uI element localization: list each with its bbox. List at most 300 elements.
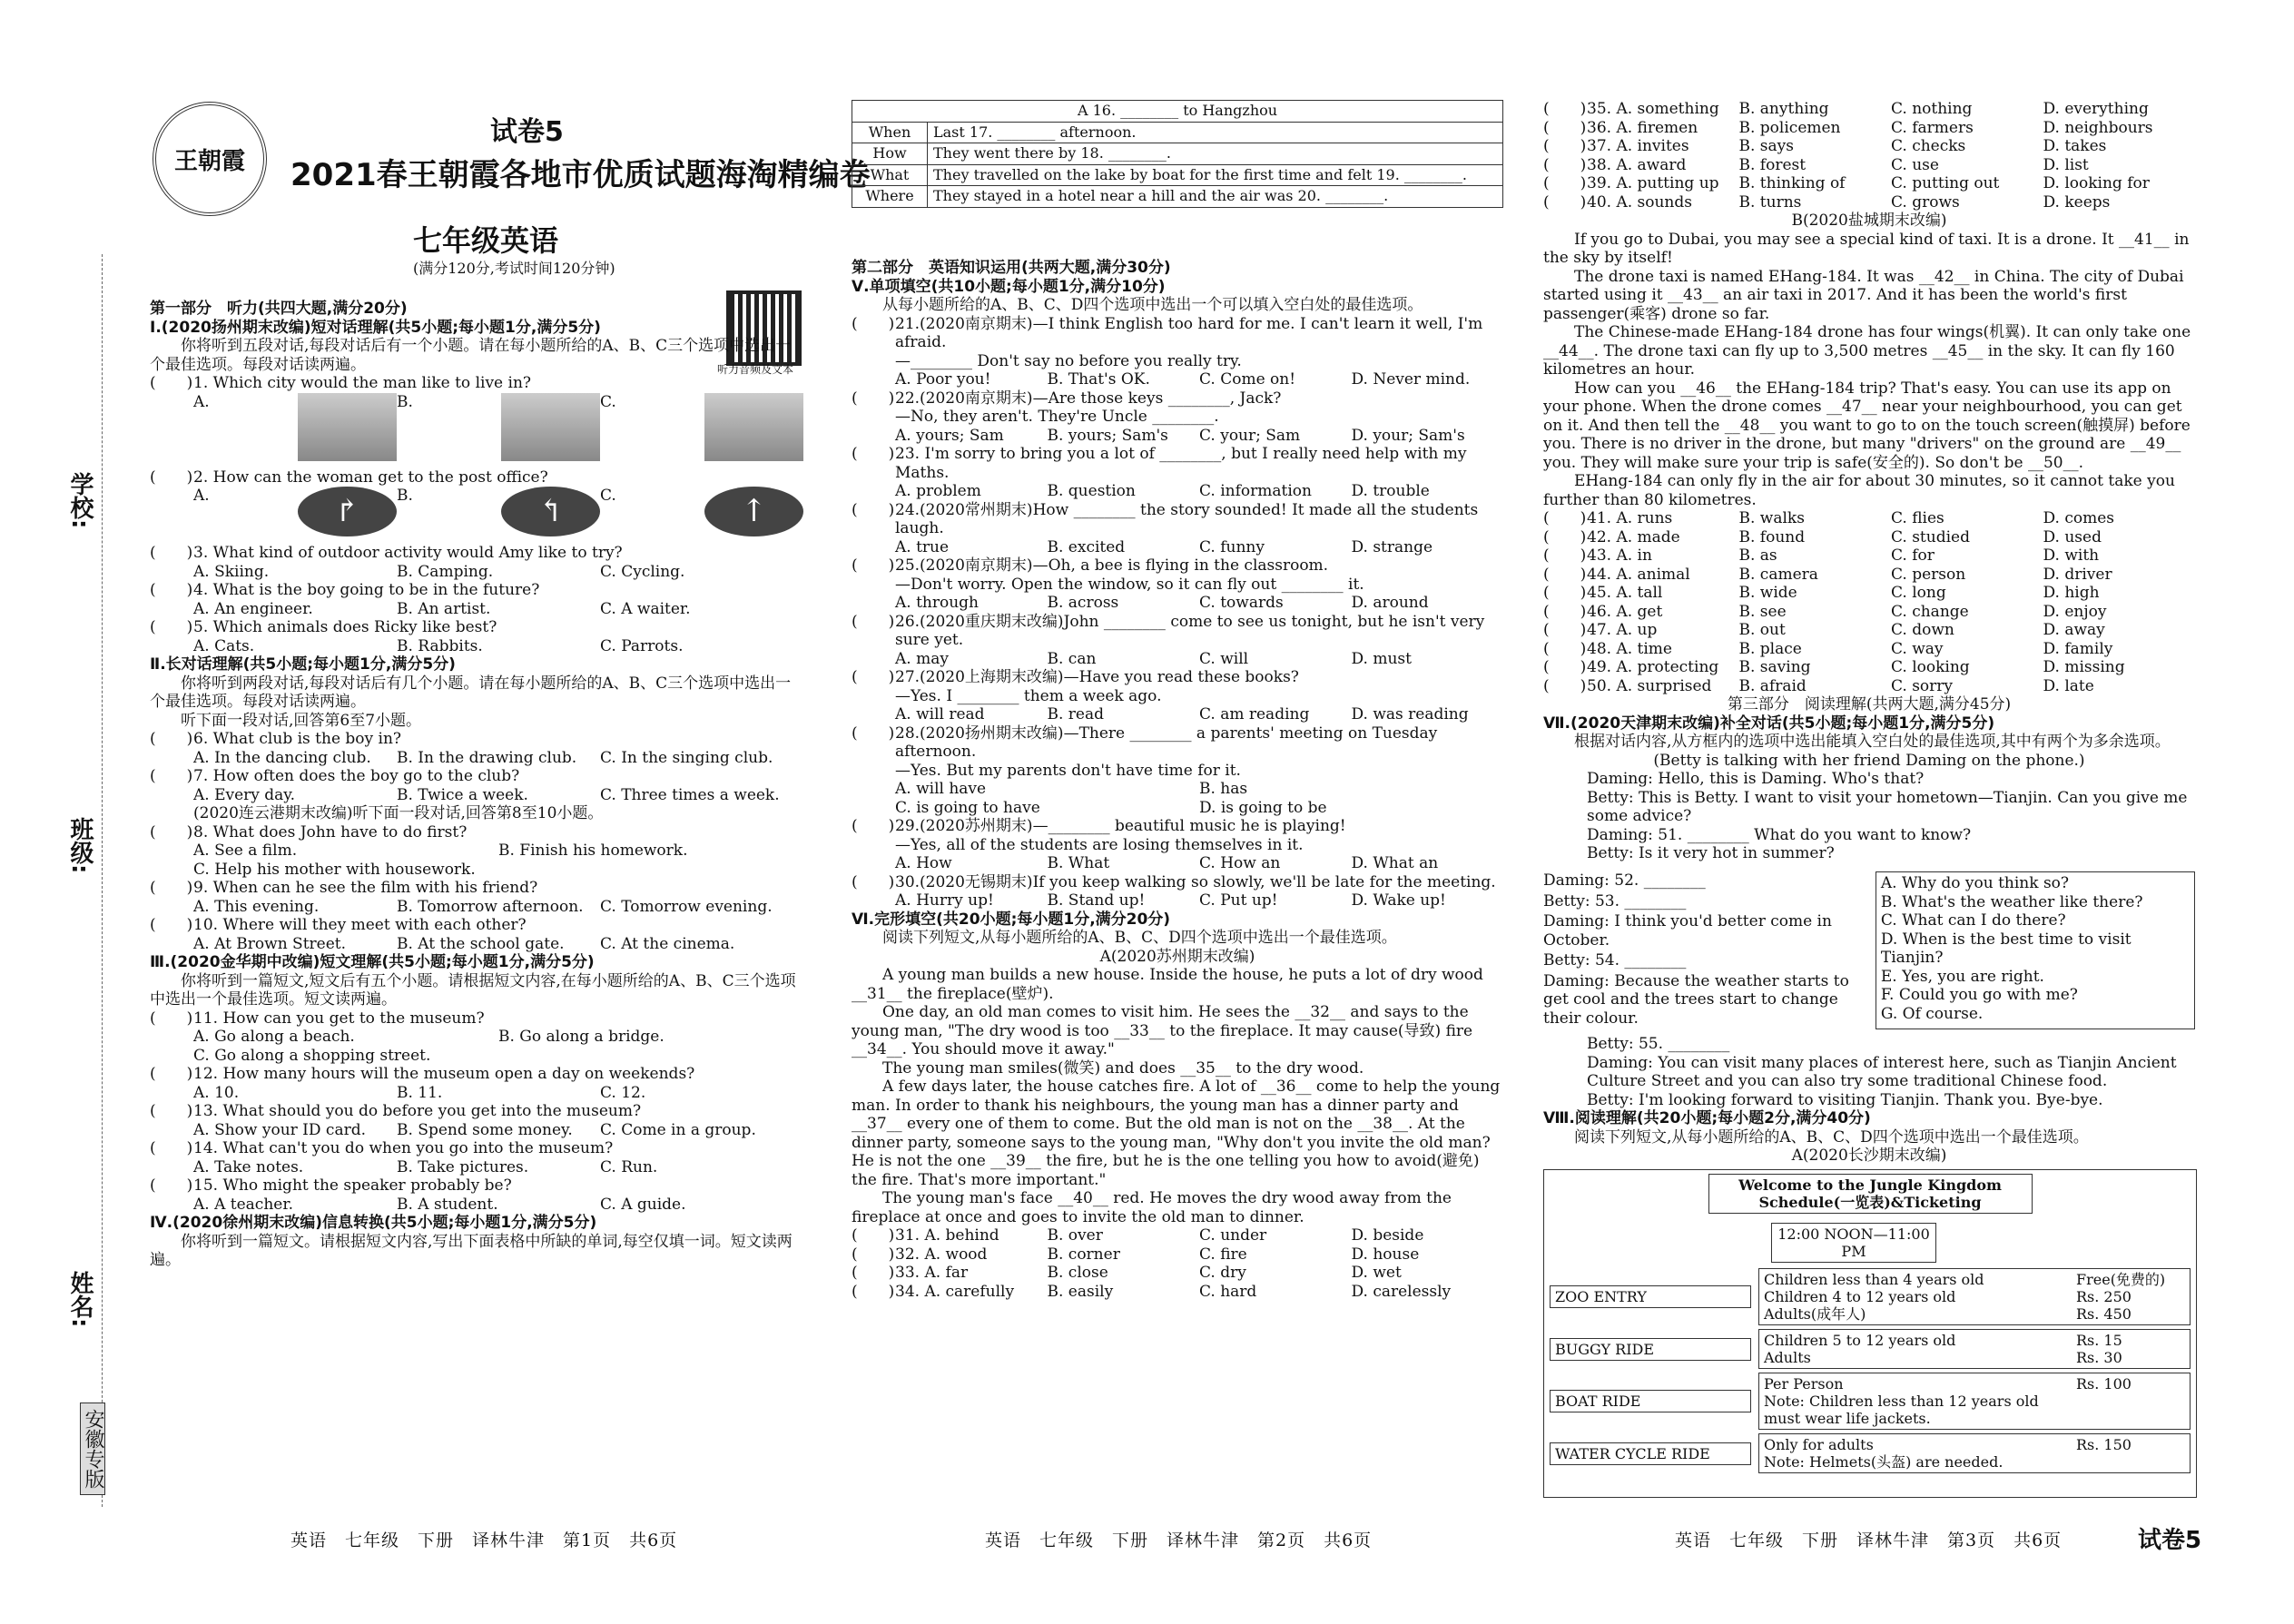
price-value: Rs. 15 [2076,1332,2122,1349]
option: 46. A. get [1587,602,1663,621]
page-subtitle: (满分120分,考试时间120分钟) [413,260,615,277]
price-label: Note: Children less than 12 years old must wear life jackets. [1764,1393,2039,1427]
text-line: —Yes, all of the students are losing themselves in it. [895,835,1304,854]
option: 41. A. runs [1587,509,1673,527]
option: D. is going to be [1199,798,1327,817]
price-label: Only for adults [1764,1436,1874,1453]
question [852,1283,1503,1302]
question [150,374,803,393]
option: B. walks [1738,509,1805,527]
option: B. That's OK. [1047,370,1150,389]
option: A. An engineer. [193,599,313,618]
question-text: 22.(2020南京期末)—Are those keys ________, Jack? [895,389,1282,408]
option-row [150,1121,803,1140]
column-2 [852,0,1505,1624]
option: D. driver [2043,565,2112,584]
option: 39. A. putting up [1587,174,1719,192]
option: B. Camping. [397,562,494,581]
instruction: 你将听到五段对话,每段对话后有一个小题。请在每小题所给的A、B、C三个选项中选出一个最佳选项。每段对话读两遍。 [150,337,792,374]
section-heading: Ⅵ.完形填空(共20小题;每小题1分,满分20分) [852,910,1171,929]
price-line [1764,1375,2185,1393]
option: 48. A. time [1587,639,1672,658]
option: B. found [1738,527,1806,546]
option: C. At the cinema. [600,934,735,953]
option: C. change [1891,602,1969,621]
text-line: —No, they aren't. They're Uncle ________. [895,408,1219,426]
text-line: (2020连云港期末改编)听下面一段对话,回答第8至10小题。 [193,804,604,822]
centered-text: B(2020盐城期末改编) [1791,212,1947,230]
question [852,1226,1503,1245]
price-label: Adults(成年人) [1764,1305,1866,1323]
question [1543,566,2195,585]
question [150,879,803,898]
question-text: 29.(2020苏州期末)—________ beautiful music he is playing! [895,817,1346,835]
answer-bracket: ( ) [852,500,895,519]
options-box [1876,871,2195,1029]
answer-bracket: ( ) [150,879,193,897]
question-text: 14. What can't you do when you go into the museum? [193,1139,614,1157]
text-line: —Don't worry. Open the window, so it can fly out ________ it. [895,575,1364,594]
text-line: Betty: 55. ________ [1587,1035,1730,1053]
footer-page-3: 英语 七年级 下册 译林牛津 第3页 共6页 [1675,1530,2063,1550]
question [150,916,803,935]
answer-bracket: ( ) [852,389,895,408]
price-value: Rs. 250 [2076,1288,2132,1305]
question [852,501,1503,538]
info-row [852,164,1503,186]
answer-bracket: ( ) [852,314,895,333]
question [150,823,803,842]
option: B. yours; Sam's [1047,426,1168,445]
question [1543,584,2195,603]
option-letter: A. [193,487,210,505]
picture-option [397,393,600,468]
option: B. Tomorrow afternoon. [397,897,584,916]
arrow-icon: ↑ [704,487,803,536]
option: C. down [1891,621,1954,639]
option: B. What [1047,854,1110,872]
answer-bracket: ( ) [1543,174,1587,192]
option: A. Take notes. [193,1157,304,1176]
answer-bracket: ( ) [1543,137,1587,155]
option: A. A teacher. [193,1195,293,1214]
question-text: 11. How can you get to the museum? [193,1009,485,1028]
answer-bracket: ( ) [852,445,895,463]
ticket-row-name: WATER CYCLE RIDE [1550,1442,1751,1465]
option: B. turns [1738,192,1802,212]
option: C. How an [1199,854,1281,872]
ticket-subtitle: Schedule(一览表)&Ticketing [1758,1194,1982,1211]
answer-bracket: ( ) [150,374,193,392]
option-row [150,898,803,917]
dialogue-line: Daming: Because the weather starts to get cool and the trees start to change their colour. [1543,971,1849,1028]
answer-bracket: ( ) [150,581,193,599]
centered-text: (Betty is talking with her friend Daming on the phone.) [1653,751,2085,770]
question-text: 26.(2020重庆期末改编)John ________ come to see us tonight, but he isn't very sure yet. [895,612,1485,649]
answer-bracket: ( ) [150,822,193,842]
info-cell: They went there by 18. ________. [928,143,1503,165]
option-row [1587,584,2195,603]
answer-bracket: ( ) [1543,658,1587,676]
option: B. thinking of [1738,174,1846,192]
dialogue-line: Betty: 54. ________ [1543,951,1687,969]
question [1543,640,2195,659]
option: C. Go along a shopping street. [193,1046,431,1065]
question [1543,658,2195,677]
school-label: 学校: [66,472,94,529]
option-letter: A. [193,392,210,411]
option-row [150,563,803,582]
option-row [1587,566,2195,585]
info-cell: How [852,143,928,165]
price-line [1764,1288,2185,1305]
option-row [895,1245,1503,1265]
column-1 [150,0,817,1624]
answer-bracket: ( ) [150,1102,193,1120]
question-text: 27.(2020上海期末改编)—Have you read these books? [895,668,1299,686]
centered-text: A(2020长沙期末改编) [1791,1147,1947,1165]
option: C. 12. [600,1083,646,1102]
answer-bracket: ( ) [1543,546,1587,565]
instruction: If you go to Dubai, you may see a special kind of taxi. It is a drone. It __41__ in the sky by itself! [1543,230,2190,267]
price-line [1764,1436,2185,1453]
option-letter: C. [600,487,616,505]
option: B. In the drawing club. [397,748,577,767]
option-row [150,935,803,954]
option-row [852,854,1503,873]
option-row [1587,137,2195,156]
arrow-icon: ↱ [298,487,397,536]
option: 42. A. made [1587,527,1680,546]
option-row [150,749,803,768]
question-text: 6. What club is the boy in? [193,730,402,748]
option: 35. A. something [1587,100,1719,118]
option-row [1587,658,2195,677]
option: B. place [1738,639,1802,658]
answer-bracket: ( ) [150,1139,193,1157]
option-letter: B. [397,487,413,505]
option-row [150,1196,803,1215]
section-heading: 第一部分 听力(共四大题,满分20分) [150,300,408,318]
picture-option [600,393,803,468]
option: C. Three times a week. [600,785,780,804]
option: A. Every day. [193,785,296,804]
series-title: 2021春王朝霞各地市优质试题海淘精编卷 [290,157,871,193]
option-row [852,891,1503,910]
section-heading: Ⅷ.阅读理解(共20小题;每小题2分,满分40分) [1543,1109,1871,1127]
option: B. Twice a week. [397,785,528,804]
section-heading: Ⅱ.长对话理解(共5小题;每小题1分,满分5分) [150,655,456,674]
option: D. house [1351,1245,1420,1264]
question [852,668,1503,687]
price-label: Per Person [1764,1375,1844,1393]
section-heading: Ⅲ.(2020金华期中改编)短文理解(共5小题;每小题1分,满分5分) [150,953,595,971]
option: B. question [1047,482,1136,500]
answer-bracket: ( ) [852,872,895,891]
question [1543,528,2195,547]
answer-bracket: ( ) [1543,509,1587,527]
option: 50. A. surprised [1587,676,1712,695]
picture-option [397,487,600,544]
question [1543,621,2195,640]
instruction: A few days later, the house catches fire. A lot of __36__ come to help the young man. In order to thank his neighbours, the young man has a dinner party and __37__ every one of them to come. But the old man is not on the __38__. At the dinner party, someone says to the young man, "Why don't you invite the old man? He is not the one __39__ the fire, but he is the one telling you how to avoid(避免) the fire. That's more important." [852,1078,1501,1189]
question [150,544,803,563]
answer-bracket: ( ) [1543,100,1587,118]
answer-bracket: ( ) [150,1065,193,1083]
info-cell: They travelled on the lake by boat for the first time and felt 19. ________. [928,164,1503,186]
info-table [852,100,1503,208]
option-row [150,842,803,861]
option: B. easily [1047,1282,1114,1301]
option: D. wet [1351,1264,1402,1282]
text-line: —________ Don't say no before you really try. [895,351,1242,370]
answer-bracket: ( ) [852,556,895,575]
footer-page-1: 英语 七年级 下册 译林牛津 第1页 共6页 [290,1530,678,1550]
option-row [895,1226,1503,1245]
answer-bracket: ( ) [852,1282,895,1301]
question [852,873,1503,892]
dialogue-option: B. What's the weather like there? [1880,892,2143,911]
question-text: 25.(2020南京期末)—Oh, a bee is flying in the classroom. [895,556,1329,575]
price-label: Adults [1764,1349,1811,1366]
question [150,767,803,786]
answer-bracket: ( ) [150,767,193,785]
question [852,445,1503,482]
option: 33. A. far [895,1264,969,1282]
option-letter: B. [397,392,413,411]
ticket-row [1550,1268,2191,1325]
ticket-row [1550,1329,2191,1369]
option: B. wide [1738,584,1797,602]
dialogue-option: D. When is the best time to visit Tianjin? [1880,930,2132,967]
option: 38. A. award [1587,155,1687,174]
option: D. used [2043,527,2102,546]
text-line: —Yes. But my parents don't have time for it. [895,761,1241,780]
option: C. under [1199,1226,1267,1245]
option-row [150,861,803,880]
question [150,618,803,637]
footer-tag: 试卷5 [2138,1527,2202,1554]
dialogue-line: Betty: 53. ________ [1543,891,1687,910]
option: B. out [1738,621,1786,639]
answer-bracket: ( ) [1543,639,1587,658]
instruction: 你将听到两段对话,每段对话后有几个小题。请在每小题所给的A、B、C三个选项中选出一个最佳选项。每段对话读两遍。 [150,674,792,711]
option: A. yours; Sam [895,426,1004,445]
option-row [1587,640,2195,659]
qr-label: 听力音频及文本 [717,363,794,376]
option: 49. A. protecting [1587,658,1719,676]
option: A. Hurry up! [895,891,994,910]
answer-bracket: ( ) [1543,192,1587,212]
option: B. over [1047,1226,1103,1245]
question [852,315,1503,352]
option-row [150,637,803,656]
info-cell: They stayed in a hotel near a hill and the air was 20. ________. [928,186,1503,208]
instruction: The Chinese-made EHang-184 drone has four wings(机翼). It can only take one __44__. The drone taxi can fly up to 3,500 metres __45__ in the sky. It can fly 160 kilometres an hour. [1543,323,2191,379]
option: C. Put up! [1199,891,1278,910]
price-label: Children 4 to 12 years old [1764,1288,1956,1305]
option-row [1587,621,2195,640]
price-value: Rs. 450 [2076,1305,2132,1323]
option: B. 11. [397,1083,443,1102]
ticket-row [1550,1433,2191,1473]
name-label: 姓名: [66,1271,94,1328]
question-text: 15. Who might the speaker probably be? [193,1176,512,1195]
question [852,613,1503,650]
option: D. must [1351,649,1412,668]
option: C. dry [1199,1264,1246,1282]
option: 34. A. carefully [895,1282,1015,1301]
option: B. forest [1738,155,1807,174]
landmark-photo [501,393,600,461]
instruction: 阅读下列短文,从每小题所给的A、B、C、D四个选项中选出一个最佳选项。 [882,929,1397,947]
price-line [1764,1349,2185,1366]
option: C. looking [1891,658,1970,676]
option-row [852,482,1503,501]
option: C. towards [1199,594,1284,612]
option-row [150,600,803,619]
option: B. afraid [1738,676,1807,695]
option: B. A student. [397,1195,498,1214]
ticket-hours: 12:00 NOON—11:00 PM [1771,1223,1936,1263]
question [852,389,1503,408]
option-row [1587,603,2195,622]
answer-bracket: ( ) [150,468,193,487]
option: 44. A. animal [1587,565,1690,584]
option: B. Finish his homework. [498,842,688,860]
answer-bracket: ( ) [1543,527,1587,546]
option-row [895,1283,1503,1302]
price-value: Rs. 30 [2076,1349,2122,1366]
info-cell: A 16. ________ to Hangzhou [852,101,1503,123]
option: D. with [2043,546,2100,565]
option: B. corner [1047,1245,1120,1264]
dialogue-line: Daming: 52. ________ [1543,871,1706,890]
option-row [852,594,1503,613]
answer-bracket: ( ) [852,612,895,631]
option: D. looking for [2043,174,2150,192]
answer-bracket: ( ) [1543,676,1587,695]
text-line: —Yes. I ________ them a week ago. [895,686,1162,705]
answer-bracket: ( ) [852,668,895,686]
ticket-row-name: BOAT RIDE [1550,1390,1751,1412]
question [150,1139,803,1158]
option: C. long [1891,584,1946,602]
ticket-row-prices [1758,1268,2191,1325]
option: A. problem [895,482,981,500]
info-cell: Last 17. ________ afternoon. [928,122,1503,143]
section-heading: Ⅰ.(2020扬州期末改编)短对话理解(共5小题;每小题1分,满分5分) [150,318,601,337]
option: A. Cats. [193,636,255,655]
option-letter: C. [600,392,616,411]
option: C. A guide. [600,1195,686,1214]
option: C. Come on! [1199,370,1296,389]
option: C. studied [1891,527,1970,546]
option: D. trouble [1351,482,1430,500]
option: C. will [1199,649,1249,668]
info-row [852,143,1503,165]
class-label: 班级: [66,817,94,874]
text-line: Daming: You can visit many places of interest here, such as Tianjin Ancient Culture Street and you can also try some traditional Chinese food. [1587,1053,2177,1090]
arrow-icon: ↰ [501,487,600,536]
section-heading: Ⅶ.(2020天津期末改编)补全对话(共5小题;每小题1分,满分5分) [1543,714,1995,733]
dialogue-line: Daming: I think you'd better come in October. [1543,912,1832,950]
option-row [1587,546,2195,566]
instruction: 你将听到一篇短文,短文后有五个小题。请根据短文内容,在每小题所给的A、B、C三个选项中选出一个最佳选项。短文读两遍。 [150,971,796,1009]
price-value: Rs. 100 [2076,1375,2132,1393]
picture-option [193,487,397,544]
option-row [150,1084,803,1103]
price-value: Rs. 150 [2076,1436,2132,1453]
answer-bracket: ( ) [852,1226,895,1245]
option-row [150,786,803,805]
option: C. flies [1891,509,1944,527]
question [150,1009,803,1029]
option: B. as [1738,546,1777,565]
landmark-photo [298,393,397,461]
instruction: 从每小题所给的A、B、C、D四个选项中选出一个可以填入空白处的最佳选项。 [882,296,1423,314]
section-heading: Ⅳ.(2020徐州期末改编)信息转换(共5小题;每小题1分,满分5分) [150,1214,597,1232]
option: D. away [2043,621,2105,639]
option: D. neighbours [2043,118,2153,137]
question-text: 9. When can he see the film with his friend? [193,879,538,897]
option: A. Skiing. [193,562,270,581]
text-line: Daming: 51. ________ What do you want to know? [1587,825,1972,844]
answer-bracket: ( ) [1543,118,1587,137]
column-3 [1543,0,2197,1624]
price-value [2076,1393,2185,1427]
option: C. am reading [1199,705,1310,723]
text-line: Betty: This is Betty. I want to visit your hometown—Tianjin. Can you give me some advice? [1587,788,2188,825]
instruction: The young man's face __40__ red. He moves the dry wood away from the fireplace at once and goes to invite the old man to dinner. [852,1189,1452,1226]
price-label: Children 5 to 12 years old [1764,1332,1956,1349]
answer-bracket: ( ) [1543,565,1587,584]
info-cell: Where [852,186,928,208]
option-row [1587,174,2195,193]
question-text: 24.(2020常州期末)How ________ the story sounded! It made all the students laugh. [895,500,1479,537]
question [1543,100,2195,119]
picture-options [150,487,803,544]
ticket-row-name: ZOO ENTRY [1550,1285,1751,1308]
price-label: Children less than 4 years old [1764,1271,1984,1288]
option: A. through [895,594,980,612]
info-row [852,101,1503,123]
paper-number: 试卷5 [490,116,564,148]
question [150,468,803,487]
option: B. anything [1738,100,1829,118]
centered-text: A(2020苏州期末改编) [1099,947,1255,966]
question [1543,603,2195,622]
option-row [1587,193,2195,212]
instruction: 你将听到一篇短文。请根据短文内容,写出下面表格中所缺的单词,每空仅填一词。短文读两遍。 [150,1232,793,1269]
dialogue-option: G. Of course. [1880,1004,1984,1023]
answer-bracket: ( ) [1543,584,1587,602]
question-text: 23. I'm sorry to bring you a lot of ________, but I really need help with my Maths. [895,445,1467,482]
option: D. around [1351,594,1429,612]
ticket-row-prices [1758,1373,2191,1430]
option: 36. A. firemen [1587,118,1698,137]
info-cell: When [852,122,928,143]
question [150,1065,803,1084]
option: D. keeps [2043,192,2111,212]
price-value: Free(免费的) [2076,1271,2166,1288]
option: B. An artist. [397,599,491,618]
picture-option [600,487,803,544]
ticket-row [1550,1373,2191,1430]
question [852,817,1503,836]
option: A. will read [895,705,985,723]
option: C. way [1891,639,1944,658]
